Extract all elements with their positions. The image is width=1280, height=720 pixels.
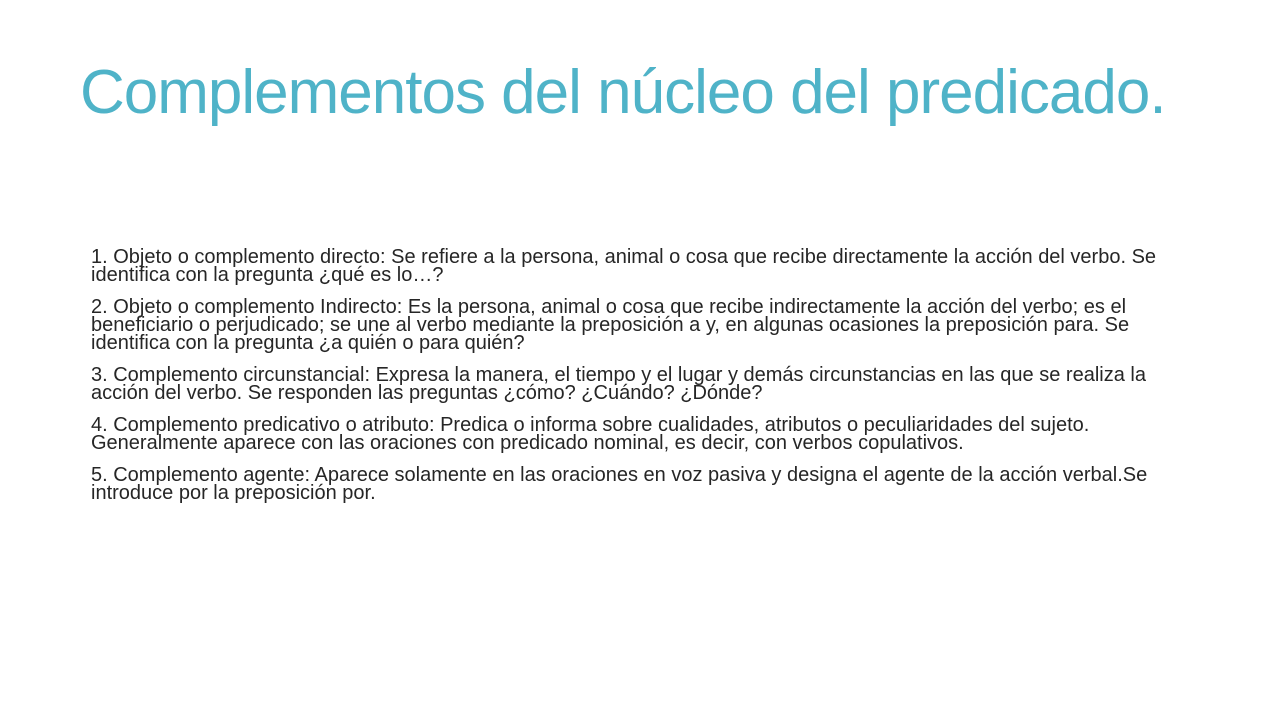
list-item-predicative: 4. Complemento predicativo o atributo: Predica o informa sobre cualidades, atributos o peculiaridades del sujeto. Generalmente aparece con las oraciones con predicado nominal, es decir, con verbos copulativos. xyxy=(91,414,1090,454)
list-item-indirect-object: 2. Objeto o complemento Indirecto: Es la persona, animal o cosa que recibe indirectamente la acción del verbo; es el beneficiario o perjudicado; se une al verbo mediante la preposición a y, en algunas ocasiones la preposición para. Se identifica con la pregunta ¿a quién o para quién? xyxy=(91,296,1130,354)
list-item-circumstantial: 3. Complemento circunstancial: Expresa la manera, el tiempo y el lugar y demás circunstancias en las que se realiza la acción del verbo. Se responden las preguntas ¿cómo? ¿Cuándo? ¿Dónde? xyxy=(91,364,1146,404)
slide-title: Complementos del núcleo del predicado. xyxy=(80,58,1166,127)
list-item-direct-object: 1. Objeto o complemento directo: Se refiere a la persona, animal o cosa que recibe directamente la acción del verbo. Se identifica con la pregunta ¿qué es lo…? xyxy=(91,246,1157,286)
slide-body xyxy=(91,248,1201,516)
list-item-agent: 5. Complemento agente: Aparece solamente en las oraciones en voz pasiva y designa el agente de la acción verbal.Se introduce por la preposición por. xyxy=(91,464,1148,504)
